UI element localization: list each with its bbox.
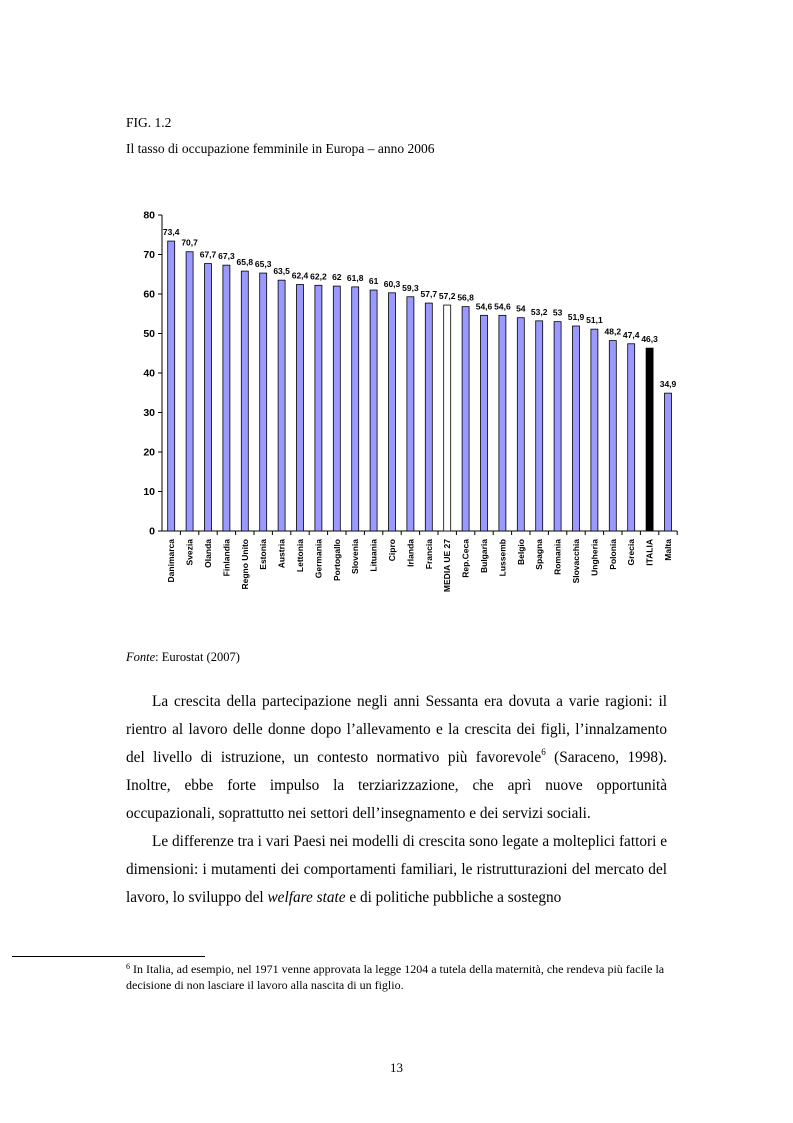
body-text xyxy=(126,688,667,912)
bar xyxy=(517,318,524,531)
category-label: Germania xyxy=(313,539,324,579)
data-label: 34,9 xyxy=(659,379,677,390)
y-tick-label: 40 xyxy=(143,367,155,380)
y-tick-label: 0 xyxy=(149,525,155,538)
bar xyxy=(573,326,580,531)
data-label: 70,7 xyxy=(181,237,198,248)
data-label: 46,3 xyxy=(641,334,658,345)
category-label: Malta xyxy=(663,539,673,561)
page-number: 13 xyxy=(390,1060,403,1075)
data-label: 51,9 xyxy=(567,311,585,322)
bar xyxy=(591,329,598,531)
category-label: Spagna xyxy=(534,539,545,570)
bar xyxy=(536,321,543,531)
category-label: Estonia xyxy=(258,539,269,570)
paragraph-2-continuation: e di politiche pubbliche a sostegno xyxy=(345,889,562,906)
category-label: Slovenia xyxy=(350,539,361,574)
category-label: Belgio xyxy=(515,539,526,565)
category-label: Ungheria xyxy=(589,539,600,576)
data-label: 48,2 xyxy=(604,326,622,337)
data-label: 53 xyxy=(552,307,563,318)
data-label: 61,8 xyxy=(346,272,364,283)
footnote-separator xyxy=(12,956,205,957)
y-tick-label: 30 xyxy=(143,407,155,419)
figure-source xyxy=(126,650,240,665)
bar xyxy=(407,297,414,531)
category-label: Finlandia xyxy=(221,539,232,577)
category-label: Grecia xyxy=(626,539,637,566)
bar xyxy=(665,393,672,531)
bar xyxy=(481,315,488,531)
y-tick-label: 70 xyxy=(143,249,155,261)
data-label: 62,4 xyxy=(291,270,309,281)
paragraph-2 xyxy=(126,828,667,912)
bar xyxy=(425,303,432,531)
category-label: Lettonia xyxy=(295,539,305,573)
bar xyxy=(297,285,304,531)
paragraph-1-continuation: (Saraceno, 1998). Inoltre, ebbe forte impulso la terziarizzazione, che aprì nuove opportunità occupazionali, soprattutto nei settori dell’insegnamento e dei servizi sociali. xyxy=(126,749,667,822)
data-label: 60,3 xyxy=(383,278,401,289)
bar xyxy=(462,307,469,531)
category-label: Lituania xyxy=(368,539,379,572)
paragraph-1 xyxy=(126,688,667,828)
category-label: Austria xyxy=(276,539,287,569)
bar xyxy=(333,286,340,531)
source-label: Fonte xyxy=(126,650,156,664)
y-tick-label: 10 xyxy=(143,486,155,498)
footnote xyxy=(126,962,667,993)
bar xyxy=(444,305,451,531)
category-label: Lussemb xyxy=(497,539,508,577)
category-label: ITALIA xyxy=(644,539,655,566)
data-label: 54 xyxy=(516,303,526,314)
data-label: 65,8 xyxy=(236,257,254,268)
source-text: : Eurostat (2007) xyxy=(155,650,240,664)
y-tick-label: 20 xyxy=(143,446,155,459)
paragraph-1-text: La crescita della partecipazione negli anni Sessanta era dovuta a varie ragioni: il rientro al lavoro delle donne dopo l’allevamento e la crescita dei figli, l’innalzamento del livello di istruzione, un contesto normativo più favorevole xyxy=(126,693,667,766)
category-label: Danimarca xyxy=(166,539,177,583)
bar xyxy=(186,252,193,531)
bar xyxy=(370,290,377,531)
bar-chart xyxy=(130,200,690,610)
category-label: Svezia xyxy=(184,539,195,566)
category-label: Francia xyxy=(423,539,434,570)
bar xyxy=(278,280,285,531)
category-label: Romania xyxy=(552,539,563,575)
data-label: 56,8 xyxy=(457,292,474,303)
bar xyxy=(260,273,267,531)
footnote-number: 6 xyxy=(126,962,130,971)
data-label: 65,3 xyxy=(254,259,272,270)
bar xyxy=(205,264,212,531)
bar xyxy=(499,315,506,531)
data-label: 54,6 xyxy=(494,301,511,312)
bar xyxy=(389,293,396,531)
data-label: 61 xyxy=(368,276,379,287)
data-label: 47,4 xyxy=(622,329,640,340)
category-label: Polonia xyxy=(607,539,618,570)
paragraph-2-italic: welfare state xyxy=(267,889,346,906)
bar xyxy=(646,348,653,531)
category-label: Portogallo xyxy=(331,539,342,582)
bar xyxy=(241,271,248,531)
data-label: 63,5 xyxy=(273,266,290,277)
category-label: Rep.Ceca xyxy=(460,539,471,578)
y-tick-label: 80 xyxy=(143,209,155,222)
figure-label: FIG. 1.2 xyxy=(126,115,172,130)
bar xyxy=(223,265,230,531)
bar xyxy=(628,344,635,531)
bar xyxy=(352,287,359,531)
category-label: Regno Unito xyxy=(239,539,250,590)
bar xyxy=(315,285,322,531)
category-label: Cipro xyxy=(387,539,397,562)
y-tick-label: 60 xyxy=(143,288,155,301)
category-label: Slovacchia xyxy=(571,539,581,584)
footnote-ref: 6 xyxy=(541,747,546,757)
data-label: 62,2 xyxy=(310,271,327,282)
data-label: 59,3 xyxy=(402,282,419,293)
bar xyxy=(554,322,561,531)
paragraph-2-text: Le differenze tra i vari Paesi nei modelli di crescita sono legate a molteplici fattori e dimensioni: i mutamenti dei comportamenti familiari, le ristrutturazioni del mercato del lavoro, lo sviluppo del xyxy=(126,833,667,906)
category-label: Bulgaria xyxy=(479,539,489,574)
data-label: 73,4 xyxy=(162,227,180,238)
data-label: 67,3 xyxy=(218,251,235,262)
category-label: Olanda xyxy=(203,539,213,568)
category-label: MEDIA UE 27 xyxy=(442,539,453,593)
figure-title: Il tasso di occupazione femminile in Europa – anno 2006 xyxy=(126,141,435,156)
data-label: 57,7 xyxy=(420,289,438,300)
data-label: 57,2 xyxy=(438,291,456,302)
bar xyxy=(168,241,175,531)
data-label: 62 xyxy=(332,272,342,283)
data-label: 67,7 xyxy=(199,249,217,260)
data-label: 51,1 xyxy=(586,315,603,326)
data-label: 53,2 xyxy=(530,306,548,317)
category-label: Irlanda xyxy=(405,539,416,567)
data-label: 54,6 xyxy=(475,301,493,312)
bar xyxy=(609,341,616,531)
y-tick-label: 50 xyxy=(143,328,155,340)
footnote-text: In Italia, ad esempio, nel 1971 venne approvata la legge 1204 a tutela della maternità, che rendeva più facile la decisione di non lasciare il lavoro alla nascita di un figlio. xyxy=(126,962,665,992)
